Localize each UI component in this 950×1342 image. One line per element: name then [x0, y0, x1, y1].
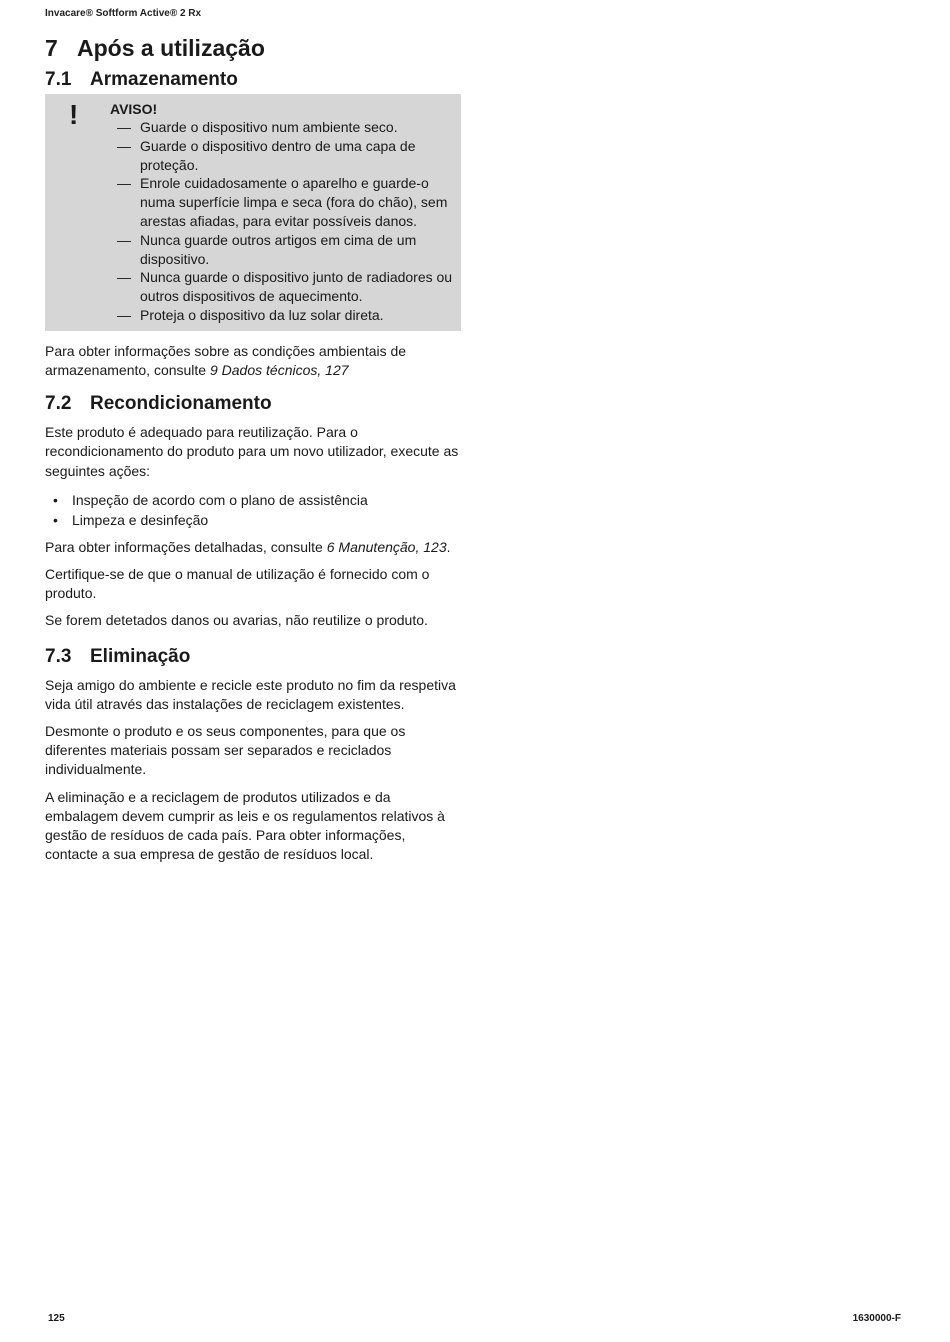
chapter-heading — [45, 30, 461, 66]
cross-reference-link[interactable]: 9 Dados técnicos, 127 — [209, 361, 349, 378]
section-title: Armazenamento — [90, 69, 238, 90]
page-content — [45, 30, 461, 864]
dash-marker: — — [117, 231, 131, 248]
section-number: 7.2 — [45, 393, 72, 415]
cross-reference-link[interactable]: 6 Manutenção, 123 — [326, 538, 447, 555]
dash-marker: — — [117, 137, 131, 154]
dash-marker: — — [117, 175, 131, 192]
reconditioning-intro: Este produto é adequado para reutilização. Para o recondicionamento do produto para um novo utilizador, execute as seguintes ações: — [45, 424, 459, 479]
dash-marker: — — [117, 306, 131, 323]
warning-item: — Guarde o dispositivo num ambiente seco. — [117, 119, 398, 135]
chapter-title: Após a utilização — [77, 35, 265, 61]
chapter-number: 7 — [45, 35, 58, 61]
disposal-paragraph-3: A eliminação e a reciclagem de produtos utilizados e da embalagem devem cumprir as leis e os regulamentos relativos à gestão de resíduos de cada país. Para obter informações, contacte a sua empresa de gestão de resíduos local. — [45, 788, 445, 863]
manual-paragraph: Certifique-se de que o manual de utilização é fornecido com o produto. — [45, 565, 430, 602]
section-number: 7.1 — [45, 69, 72, 90]
list-item: • Limpeza e desinfeção — [53, 511, 209, 528]
maintenance-reference-paragraph: Para obter informações detalhadas, consulte 6 Manutenção, 123. — [45, 538, 451, 555]
bullet-marker: • — [53, 491, 58, 508]
warning-icon: ! — [69, 99, 79, 130]
page-number: 125 — [48, 1313, 65, 1324]
warning-item: — Proteja o dispositivo da luz solar direta. — [117, 306, 384, 323]
disposal-paragraph-2: Desmonte o produto e os seus componentes, para que os diferentes materiais possam ser separados e reciclados individualmente. — [45, 723, 406, 778]
action-list — [45, 490, 461, 530]
bullet-marker: • — [53, 511, 58, 528]
document-code: 1630000-F — [852, 1313, 901, 1324]
list-item: • Inspeção de acordo com o plano de assistência — [53, 491, 368, 508]
section-title: Recondicionamento — [90, 393, 272, 415]
warning-list — [110, 118, 455, 325]
running-header: Invacare® Softform Active® 2 Rx — [45, 8, 202, 19]
damage-paragraph: Se forem detetados danos ou avarias, não reutilize o produto. — [45, 612, 428, 629]
dash-marker: — — [117, 119, 131, 135]
warning-title: AVISO! — [110, 101, 158, 117]
section-heading-storage — [45, 66, 461, 94]
section-heading-reconditioning — [45, 390, 461, 418]
section-number: 7.3 — [45, 645, 72, 667]
warning-item: — Guarde o dispositivo dentro de uma capa de proteção. — [117, 137, 416, 173]
warning-box — [45, 94, 461, 331]
storage-reference-paragraph: Para obter informações sobre as condições ambientais de armazenamento, consulte 9 Dados técnicos, 127 — [45, 342, 407, 378]
warning-item: — Enrole cuidadosamente o aparelho e guarde-o numa superfície limpa e seca (fora do chão), sem arestas afiadas, para evitar possíveis danos. — [117, 175, 448, 229]
section-heading-disposal — [45, 643, 461, 671]
section-title: Eliminação — [90, 645, 191, 667]
warning-item: — Nunca guarde o dispositivo junto de radiadores ou outros dispositivos de aquecimento. — [117, 269, 453, 305]
disposal-paragraph-1: Seja amigo do ambiente e recicle este produto no fim da respetiva vida útil através das instalações de reciclagem existentes. — [45, 676, 456, 712]
dash-marker: — — [117, 269, 131, 286]
warning-item: — Nunca guarde outros artigos em cima de um dispositivo. — [117, 231, 417, 267]
